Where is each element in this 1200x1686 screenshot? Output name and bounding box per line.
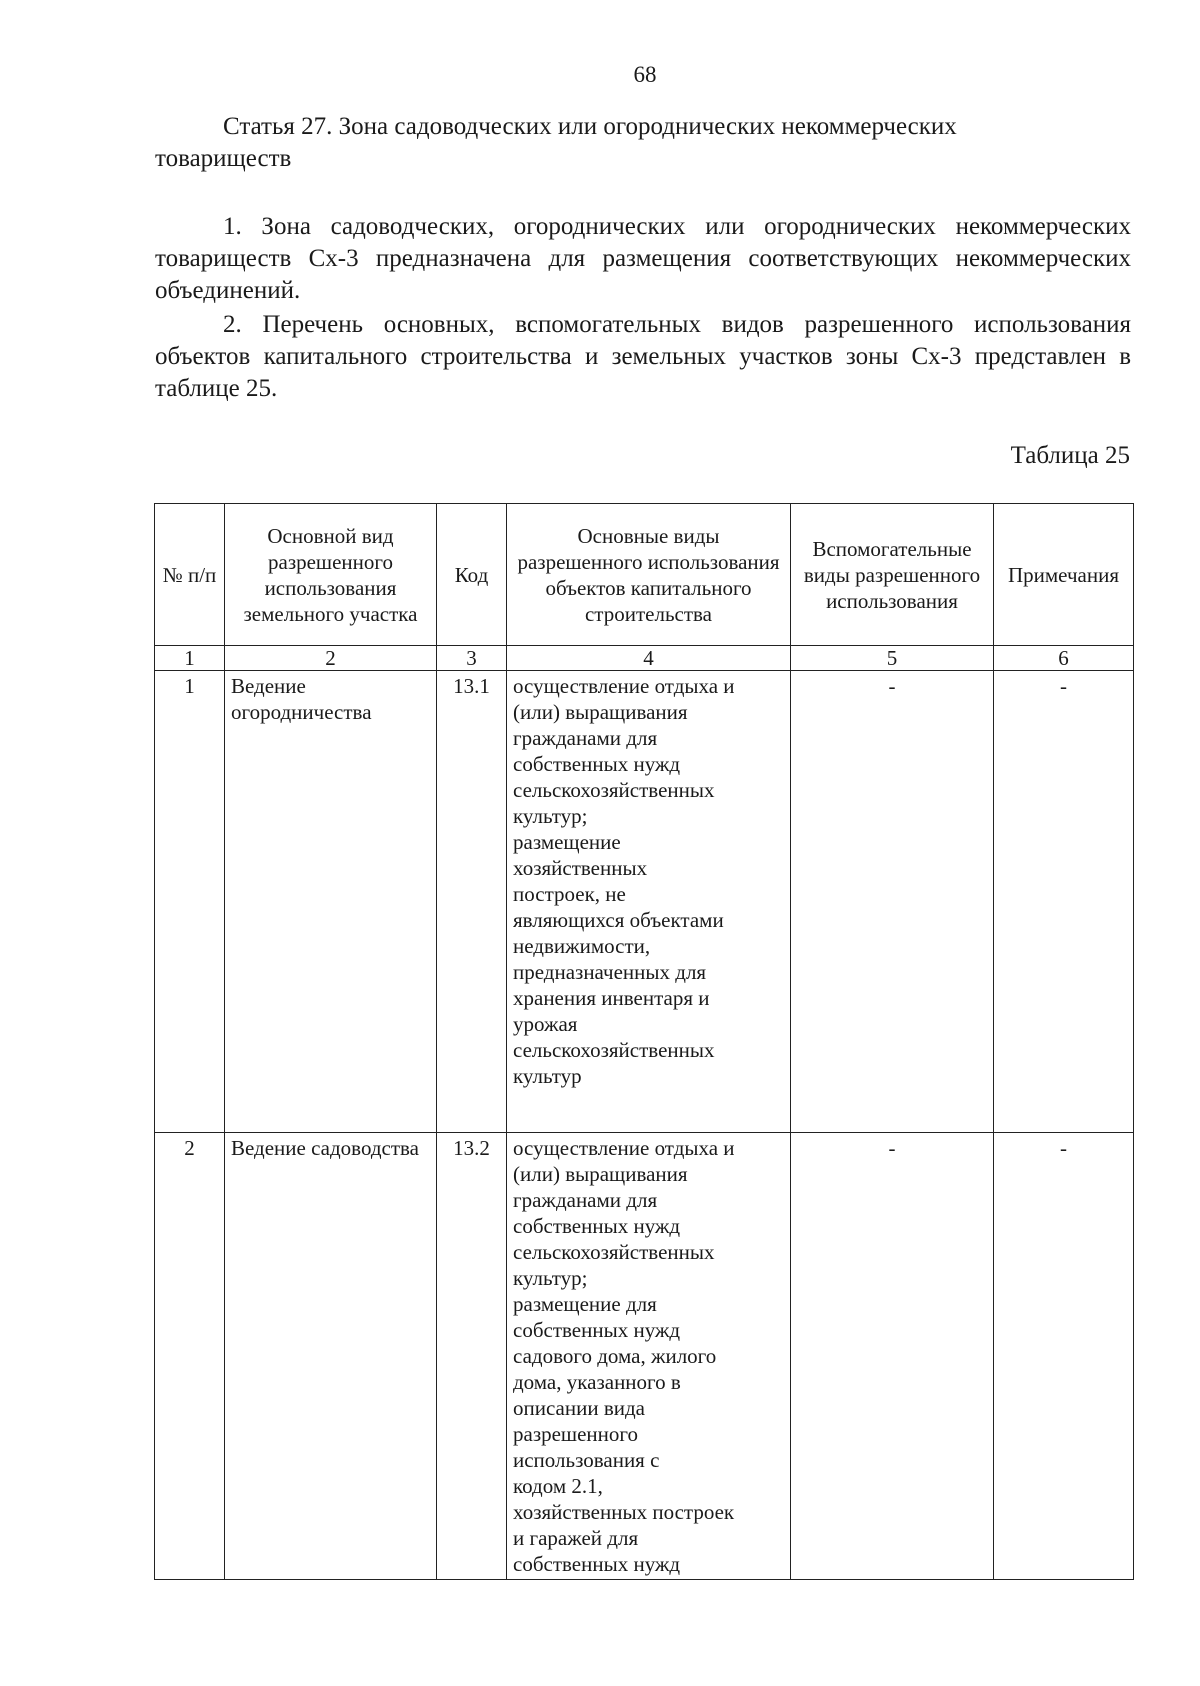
row-auxiliary-use: - <box>791 1133 994 1580</box>
row-capital-use <box>507 671 791 1133</box>
column-number: 1 <box>155 646 225 671</box>
paragraph-1: 1. Зона садоводческих, огороднических или огороднических некоммерческих товариществ Сх-3 предназначена для размещения соответствующих некоммерческих объединений. <box>155 213 1131 304</box>
capital-use-line: дома, указанного в <box>513 1370 681 1394</box>
capital-use-line: гражданами для <box>513 726 658 750</box>
article-title-line-2: товариществ <box>155 145 292 172</box>
capital-use-line: сельскохозяйственных <box>513 1240 715 1264</box>
header-number: № п/п <box>155 504 225 646</box>
capital-use-line: хозяйственных построек <box>513 1500 735 1524</box>
capital-use-line: культур; <box>513 804 588 828</box>
capital-use-line: сельскохозяйственных <box>513 1038 715 1062</box>
header-notes: Примечания <box>994 504 1134 646</box>
zone-table <box>154 503 1134 1580</box>
page-number: 68 <box>633 62 657 87</box>
header-code: Код <box>437 504 507 646</box>
capital-use-line: сельскохозяйственных <box>513 778 715 802</box>
header-main-use: Основной вид разрешенного использования земельного участка <box>225 504 437 646</box>
header-auxiliary-use: Вспомогательные виды разрешенного использования <box>791 504 994 646</box>
row-main-use: Ведение садоводства <box>225 1133 437 1580</box>
capital-use-line: недвижимости, <box>513 934 651 958</box>
table-row <box>155 671 1134 1133</box>
column-number: 2 <box>225 646 437 671</box>
capital-use-line: культур <box>513 1064 582 1088</box>
capital-use-line: разрешенного <box>513 1422 638 1446</box>
article-title <box>155 111 1131 175</box>
capital-use-line: собственных нужд <box>513 1214 681 1238</box>
row-capital-use <box>507 1133 791 1580</box>
capital-use-line: использования с <box>513 1448 660 1472</box>
paragraph-2: 2. Перечень основных, вспомогательных видов разрешенного использования объектов капитального строительства и земельных участков зоны Сх-3 представлен в таблице 25. <box>155 311 1131 402</box>
header-capital-use: Основные виды разрешенного использования объектов капитального строительства <box>507 504 791 646</box>
row-notes: - <box>994 671 1134 1133</box>
row-notes: - <box>994 1133 1134 1580</box>
capital-use-line: (или) выращивания <box>513 1162 688 1186</box>
capital-use-line: урожая <box>513 1012 578 1036</box>
table-header-row <box>155 504 1134 646</box>
capital-use-line: культур; <box>513 1266 588 1290</box>
capital-use-line: размещение для <box>513 1292 657 1316</box>
capital-use-line: собственных нужд <box>513 1318 681 1342</box>
column-number: 5 <box>791 646 994 671</box>
capital-use-line: (или) выращивания <box>513 700 688 724</box>
capital-use-line: предназначенных для <box>513 960 707 984</box>
column-number: 3 <box>437 646 507 671</box>
capital-use-line: хозяйственных <box>513 856 648 880</box>
capital-use-line: кодом 2.1, <box>513 1474 603 1498</box>
row-code: 13.1 <box>437 671 507 1133</box>
row-auxiliary-use: - <box>791 671 994 1133</box>
table-row <box>155 1133 1134 1580</box>
capital-use-line: собственных нужд <box>513 1552 681 1576</box>
row-number: 2 <box>155 1133 225 1580</box>
table-caption: Таблица 25 <box>1010 442 1130 469</box>
capital-use-line: осуществление отдыха и <box>513 674 735 698</box>
capital-use-line: осуществление отдыха и <box>513 1136 735 1160</box>
capital-use-line: садового дома, жилого <box>513 1344 717 1368</box>
capital-use-line: описании вида <box>513 1396 645 1420</box>
capital-use-line: гражданами для <box>513 1188 658 1212</box>
capital-use-line: и гаражей для <box>513 1526 639 1550</box>
row-number: 1 <box>155 671 225 1133</box>
column-number-row <box>155 646 1134 671</box>
row-main-use: Ведение огородничества <box>225 671 437 1133</box>
capital-use-line: построек, не <box>513 882 626 906</box>
capital-use-line: являющихся объектами <box>513 908 724 932</box>
column-number: 6 <box>994 646 1134 671</box>
article-title-line-1: Статья 27. Зона садоводческих или огороднических некоммерческих <box>223 113 957 140</box>
capital-use-line: собственных нужд <box>513 752 681 776</box>
row-code: 13.2 <box>437 1133 507 1580</box>
capital-use-line: размещение <box>513 830 621 854</box>
capital-use-line: хранения инвентаря и <box>513 986 710 1010</box>
column-number: 4 <box>507 646 791 671</box>
